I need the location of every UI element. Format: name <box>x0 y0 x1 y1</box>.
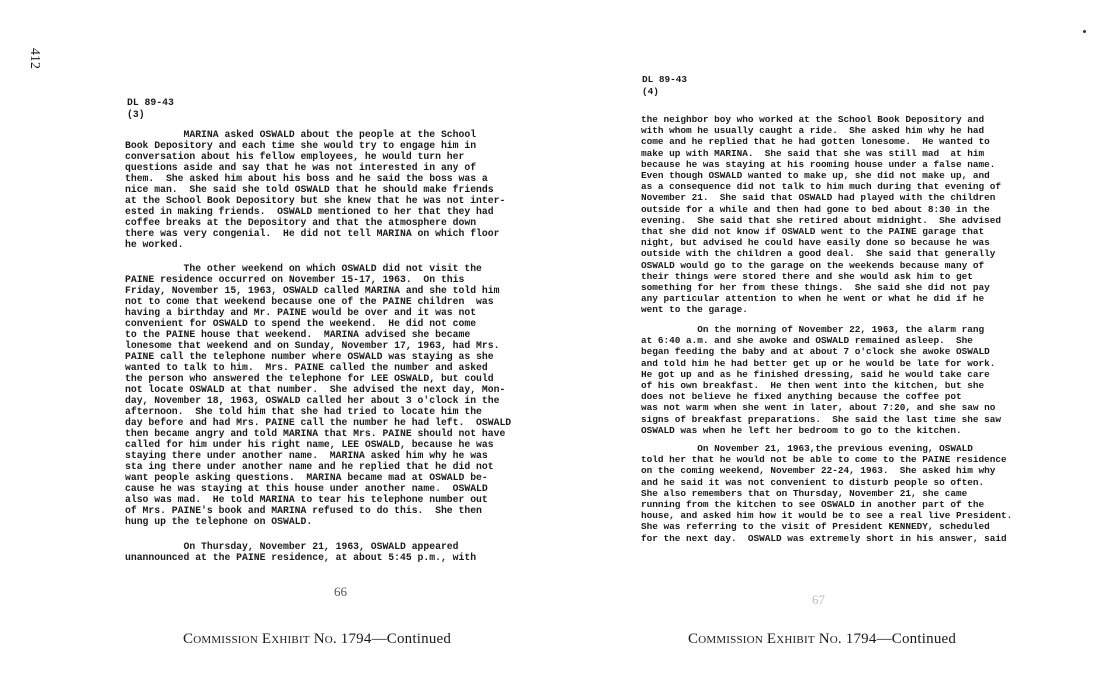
page-label: (3) <box>127 109 145 120</box>
file-number: DL 89-43 <box>127 97 174 108</box>
paragraph: the neighbor boy who worked at the School Book Depository and with whom he usually caught a ride. She asked him why he had come and he replied that he had gotten lonesome. He wanted to make up with MARINA. She said that she was still mad at him because he was staying at his rooming house under a false name. Even though OSWALD wanted to make up, she did not make up, and as a consequence did not talk to him much during that evening of November 21. She said that OSWALD had played with the children outside for a while and then had gone to bed about 8:30 in the evening. She said that she retired about midnight. She advised that she did not know if OSWALD went to the PAINE garage that night, but advised he could have easily done so because he was outside with the children a good deal. She said that generally OSWALD would go to the garage on the weekends because many of their things were stored there and she would ask him to get something for her from these things. She said she did not pay any particular attention to when he went or what he did if he went to the garage. <box>641 114 1002 316</box>
side-page-number: 412 <box>27 48 42 69</box>
exhibit-caption-title: Commission Exhibit No. 1794 <box>688 631 877 647</box>
exhibit-caption-title: Commission Exhibit No. 1794 <box>183 631 372 647</box>
exhibit-caption-suffix: —Continued <box>876 631 957 647</box>
page-number: 66 <box>334 584 347 599</box>
exhibit-caption-suffix: —Continued <box>371 631 452 647</box>
exhibit-caption <box>183 631 451 648</box>
page-number: 67 <box>812 592 825 607</box>
scan-speck <box>1083 30 1086 33</box>
paragraph: The other weekend on which OSWALD did not visit the PAINE residence occurred on November 15-17, 1963. On this Friday, November 15, 1963, OSWALD called MARINA and she told him not to come that weekend because one of the PAINE children was having a birthday and Mr. PAINE would be over and it was not convenient for OSWALD to spend the weekend. He did not come to the PAINE house that weekend. MARINA advised she became lonesome that weekend and on Sunday, November 17, 1963, had Mrs. PAINE call the telephone number where OSWALD was staying as she wanted to talk to him. Mrs. PAINE called the number and asked the person who answered the telephone for LEE OSWALD, but could not locate OSWALD at that number. She advised the next day, Mon- day, November 18, 1963, OSWALD called her about 3 o'clock in the afternoon. She told him that she had tried to locate him the day before and had Mrs. PAINE call the number he had left. OSWALD then became angry and told MARINA that Mrs. PAINE should not have called for him under his right name, LEE OSWALD, because he was staying there under another name. MARINA asked him why he was sta ing there under another name and he replied that he did not want people asking questions. MARINA became mad at OSWALD be- cause he was staying at this house under another name. OSWALD also was mad. He told MARINA to tear his telephone number out of Mrs. PAINE's book and MARINA refused to do this. She then hung up the telephone on OSWALD. <box>125 263 512 527</box>
paragraph: On November 21, 1963,the previous evening, OSWALD told her that he would not be able to come to the PAINE residence on the coming weekend, November 22-24, 1963. She asked him why and he said it was not convenient to disturb people so often. She also remembers that on Thursday, November 21, she came running from the kitchen to see OSWALD in another part of the house, and asked him how it would be to see a real live President. She was referring to the visit of President KENNEDY, scheduled for the next day. OSWALD was extremely short in his answer, said <box>641 443 1013 544</box>
page-label: (4) <box>642 86 659 97</box>
paragraph: On Thursday, November 21, 1963, OSWALD appeared unannounced at the PAINE residence, at about 5:45 p.m., with <box>125 541 477 563</box>
paragraph: MARINA asked OSWALD about the people at the School Book Depository and each time she would try to engage him in conversation about his fellow employees, he would turn her questions aside and say that he was not interested in any of them. She asked him about his boss and he said the boss was a nice man. She said she told OSWALD that he should make friends at the School Book Depository but she knew that he was not inter- ested in making friends. OSWALD mentioned to her that they had coffee breaks at the Depository and that the atmosphere down there was very congenial. He did not tell MARINA on which floor he worked. <box>125 129 506 250</box>
exhibit-caption <box>688 631 956 648</box>
file-number: DL 89-43 <box>642 74 688 85</box>
paragraph: On the morning of November 22, 1963, the alarm rang at 6:40 a.m. and she awoke and OSWALD remained asleep. She began feeding the baby and at about 7 o'clock she awoke OSWALD and told him he had better get up or he would be late for work. He got up and as he finished dressing, said he would take care of his own breakfast. He then went into the kitchen, but she does not believe he fixed anything because the coffee pot was not warm when she went in later, about 7:20, and she saw no signs of breakfast preparations. She said the last time she saw OSWALD was when he left her bedroom to go to the kitchen. <box>641 324 1002 436</box>
